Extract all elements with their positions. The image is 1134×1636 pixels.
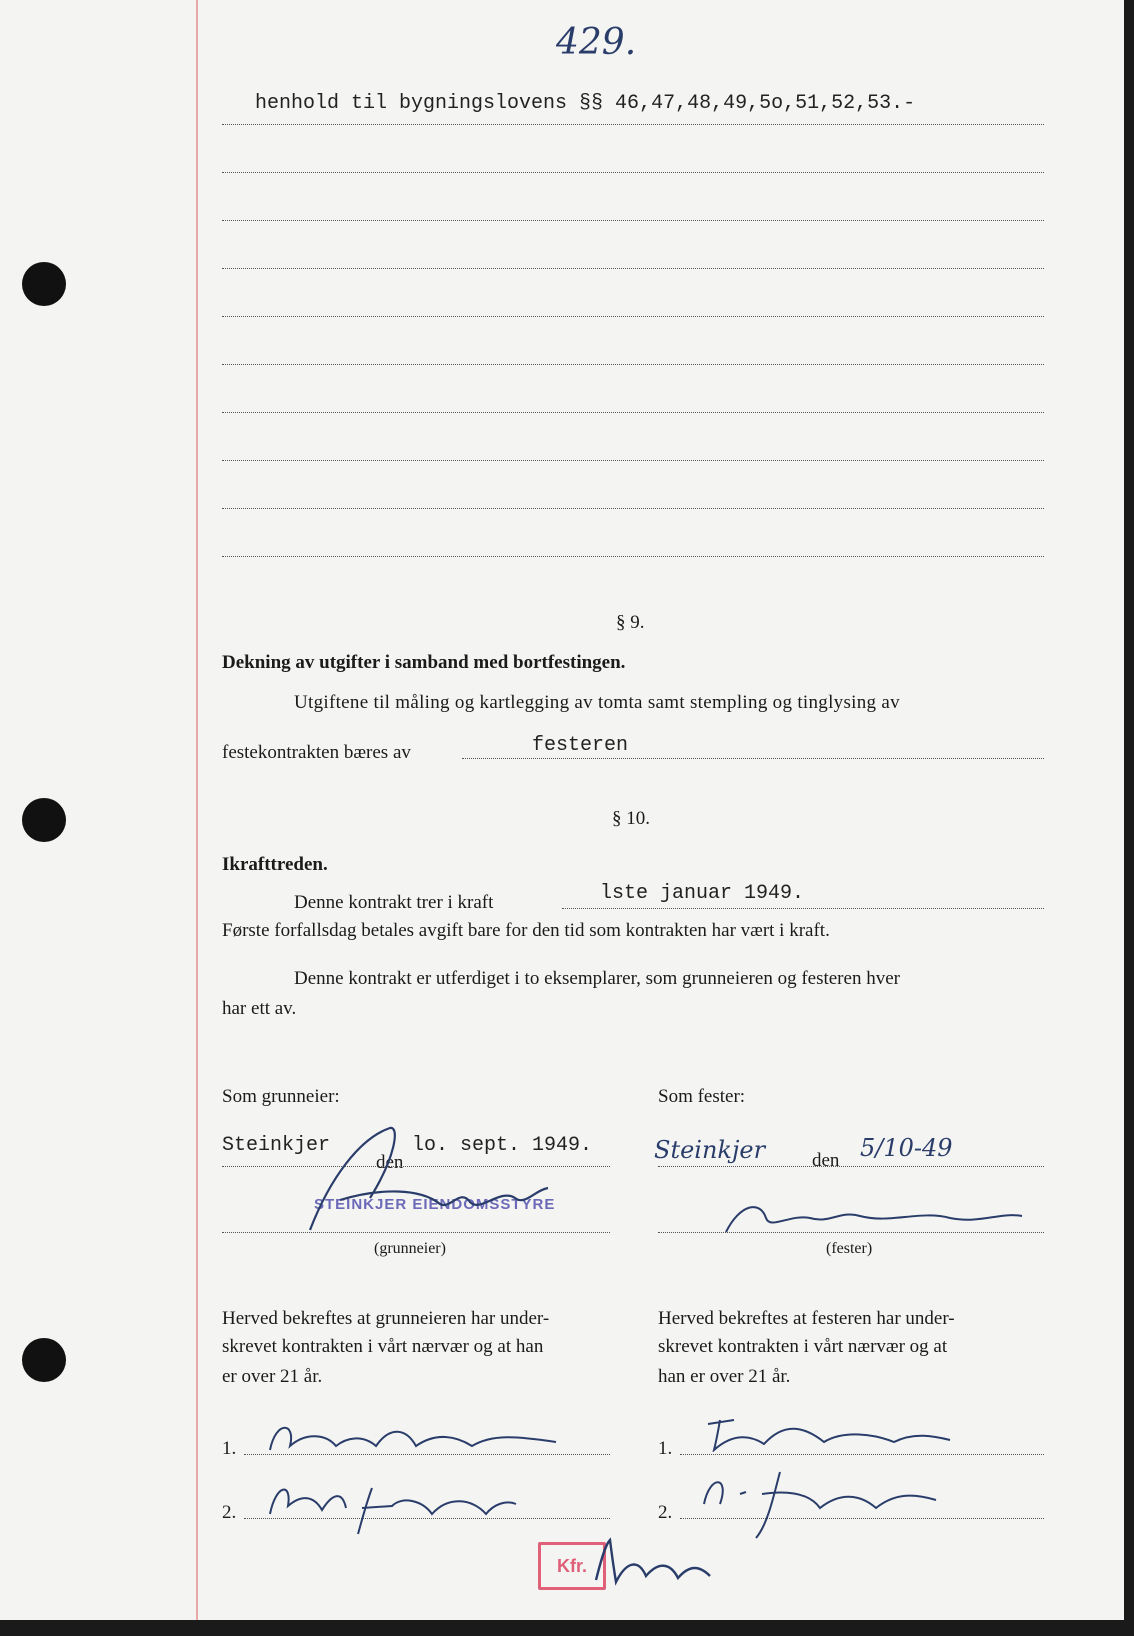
- dotted-line: [680, 1454, 1044, 1455]
- section-10-title: Ikrafttreden.: [222, 854, 328, 875]
- section-10-line1: Denne kontrakt trer i kraft: [294, 892, 494, 913]
- witness-right-line2: skrevet kontrakten i vårt nærvær og at: [658, 1336, 948, 1357]
- witness-left-num1: 1.: [222, 1438, 237, 1459]
- section-9-heading: § 9.: [616, 612, 645, 633]
- page-number: 429.: [556, 22, 637, 63]
- dotted-line: [222, 364, 1044, 365]
- witness-left-line3: er over 21 år.: [222, 1366, 323, 1387]
- dotted-line: [222, 172, 1044, 173]
- dotted-line: [222, 460, 1044, 461]
- dotted-line: [222, 412, 1044, 413]
- witness-right-line1: Herved bekreftes at festeren har under-: [658, 1308, 955, 1329]
- witness-left-signature-1: [266, 1416, 566, 1456]
- landowner-signature: [300, 1118, 560, 1238]
- header-line: henhold til bygningslovens §§ 46,47,48,49,5o,51,52,53.-: [255, 92, 916, 115]
- witness-left-line2: skrevet kontrakten i vårt nærvær og at han: [222, 1336, 544, 1357]
- dotted-line: [222, 556, 1044, 557]
- section-10-heading: § 10.: [612, 808, 650, 829]
- landowner-place: Steinkjer: [222, 1134, 331, 1157]
- section-9-title: Dekning av utgifter i samband med bortfestingen.: [222, 652, 626, 673]
- section-10-line2: Første forfallsdag betales avgift bare for den tid som kontrakten har vært i kraft.: [222, 920, 830, 941]
- landowner-label: Som grunneier:: [222, 1086, 340, 1107]
- landowner-role: (grunneier): [374, 1240, 446, 1257]
- dotted-line: [222, 316, 1044, 317]
- lessee-signature: [720, 1196, 1030, 1240]
- lessee-place: Steinkjer: [654, 1136, 766, 1164]
- section-9-para: Utgiftene til måling og kartlegging av tomta samt stempling og tinglysing av: [294, 692, 900, 713]
- witness-right-signature-2: [700, 1464, 940, 1544]
- witness-right-num2: 2.: [658, 1502, 673, 1523]
- landowner-den: den: [376, 1152, 404, 1173]
- section-10-para2-end: har ett av.: [222, 998, 297, 1019]
- witness-left-signature-2: [262, 1474, 522, 1538]
- dotted-line: [562, 908, 1044, 909]
- lessee-date: 5/10-49: [860, 1134, 953, 1162]
- lessee-label: Som fester:: [658, 1086, 746, 1107]
- witness-right-line3: han er over 21 år.: [658, 1366, 791, 1387]
- witness-right-signature-1: [704, 1412, 954, 1452]
- dotted-line: [658, 1166, 1044, 1167]
- kfr-stamp: Kfr.: [538, 1542, 606, 1590]
- landowner-date: lo. sept. 1949.: [412, 1134, 593, 1157]
- lessee-role: (fester): [826, 1240, 873, 1257]
- punch-hole-bottom: [22, 1338, 66, 1382]
- lessee-den: den: [812, 1150, 840, 1171]
- section-9-para-prefix: festekontrakten bæres av: [222, 742, 411, 763]
- dotted-line: [222, 1232, 610, 1233]
- dotted-line: [222, 220, 1044, 221]
- dotted-line: [222, 268, 1044, 269]
- effective-date: lste januar 1949.: [600, 882, 805, 905]
- landowner-stamp: STEINKJER EIENDOMSSTYRE: [314, 1196, 556, 1213]
- dotted-line: [222, 508, 1044, 509]
- dotted-line: [462, 758, 1044, 759]
- witness-left-num2: 2.: [222, 1502, 237, 1523]
- section-10-para2: Denne kontrakt er utferdiget i to eksemplarer, som grunneieren og festeren hver: [294, 968, 900, 989]
- dotted-line: [658, 1232, 1044, 1233]
- margin-rule: [196, 0, 198, 1620]
- dotted-line: [222, 124, 1044, 125]
- witness-right-num1: 1.: [658, 1438, 673, 1459]
- punch-hole-top: [22, 262, 66, 306]
- punch-hole-middle: [22, 798, 66, 842]
- witness-left-line1: Herved bekreftes at grunneieren har under-: [222, 1308, 550, 1329]
- payer-value: festeren: [532, 734, 629, 757]
- kfr-initials: [586, 1536, 716, 1592]
